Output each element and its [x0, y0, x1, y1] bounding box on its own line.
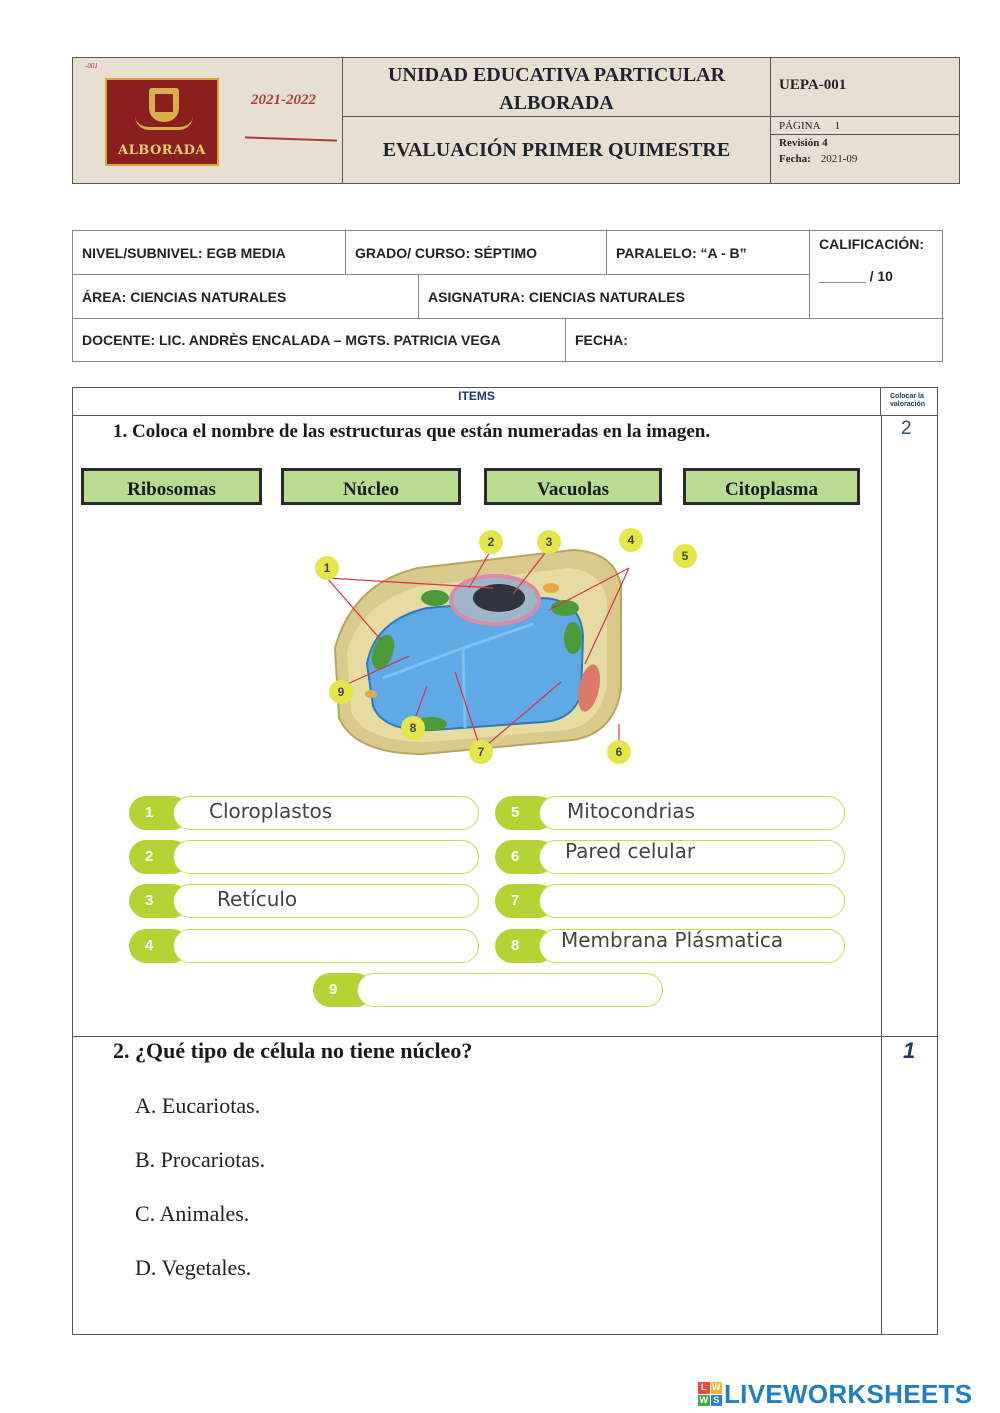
- page-label: PÁGINA: [779, 120, 821, 132]
- revision: Revisión 4: [779, 137, 828, 149]
- diagram-label-2: 2: [487, 535, 495, 549]
- logo-mini-code: -001: [85, 62, 98, 70]
- question-1-score: 2: [901, 418, 912, 439]
- answer-2-number: 2: [129, 840, 189, 874]
- diagram-label-9: 9: [337, 685, 345, 699]
- answer-2[interactable]: [129, 840, 479, 874]
- row-divider: [73, 1036, 937, 1037]
- answer-4-field[interactable]: [173, 929, 479, 963]
- school-logo: [105, 78, 219, 166]
- answer-9-field[interactable]: [357, 973, 663, 1007]
- answer-7[interactable]: [495, 884, 845, 918]
- option-d[interactable]: D. Vegetales.: [135, 1255, 252, 1280]
- nivel-cell: NIVEL/SUBNIVEL: EGB MEDIA: [73, 231, 346, 275]
- page-indicator: [771, 117, 959, 135]
- answer-1-text: Cloroplastos: [209, 799, 333, 823]
- laurel-icon: [135, 116, 193, 130]
- answer-4[interactable]: [129, 929, 479, 963]
- plant-cell-diagram: [243, 528, 689, 768]
- answer-1-number: 1: [129, 796, 189, 830]
- answer-2-field[interactable]: [173, 840, 479, 874]
- calificacion-score: ______ / 10: [819, 268, 893, 284]
- diagram-label-1: 1: [323, 561, 331, 575]
- items-header: ITEMS: [73, 388, 881, 416]
- option-b[interactable]: B. Procariotas.: [135, 1147, 266, 1172]
- valuation-header-line1: Colocar la: [890, 393, 924, 400]
- answer-5-text: Mitocondrias: [567, 799, 695, 823]
- school-name-line1: UNIDAD EDUCATIVA PARTICULAR: [387, 64, 726, 86]
- answer-8-text: Membrana Plásmatica: [561, 928, 784, 952]
- answer-6-text: Pared celular: [565, 839, 696, 863]
- document-code: UEPA-001: [771, 58, 959, 117]
- word-vacuolas[interactable]: Vacuolas: [484, 468, 662, 505]
- column-divider: [881, 416, 882, 1334]
- area-cell: ÁREA: CIENCIAS NATURALES: [73, 275, 419, 319]
- decorative-line: [245, 136, 337, 141]
- school-name: [343, 58, 770, 117]
- date-label: Fecha:: [779, 153, 811, 165]
- header-titles: [343, 58, 771, 183]
- school-header: [72, 57, 960, 184]
- answer-8[interactable]: [495, 929, 845, 963]
- logo-letter-s: S: [711, 1395, 723, 1407]
- answer-7-field[interactable]: [539, 884, 845, 918]
- question-2-score: 1: [903, 1038, 916, 1063]
- answer-4-number: 4: [129, 929, 189, 963]
- evaluation-title: EVALUACIÓN PRIMER QUIMESTRE: [382, 139, 731, 161]
- answer-5-number: 5: [495, 796, 555, 830]
- diagram-label-6: 6: [615, 745, 623, 759]
- answer-3[interactable]: [129, 884, 479, 918]
- question-2-text: 2. ¿Qué tipo de célula no tiene núcleo?: [113, 1038, 473, 1063]
- document-date: [779, 151, 857, 167]
- answer-9-number: 9: [313, 973, 373, 1007]
- paralelo-cell: PARALELO: “A - B”: [607, 231, 810, 275]
- date-value: 2021-09: [820, 153, 858, 165]
- logo-letter-w1: W: [712, 1382, 721, 1392]
- answer-5[interactable]: [495, 796, 845, 830]
- logo-letter-w2: W: [699, 1394, 708, 1405]
- calificacion-cell[interactable]: [810, 231, 944, 319]
- calificacion-label: CALIFICACIÓN:: [819, 236, 924, 252]
- answer-6-number: 6: [495, 840, 555, 874]
- answer-7-number: 7: [495, 884, 555, 918]
- diagram-label-3: 3: [545, 535, 553, 549]
- answer-9[interactable]: [313, 973, 663, 1007]
- logo-letter-l: L: [698, 1382, 710, 1394]
- question-1-text: 1. Coloca el nombre de las estructuras que están numeradas en la imagen.: [113, 421, 711, 442]
- diagram-label-7: 7: [477, 745, 485, 759]
- student-info-table: [72, 230, 943, 362]
- diagram-label-5: 5: [681, 549, 689, 563]
- answer-1[interactable]: [129, 796, 479, 830]
- valuation-header: [881, 388, 937, 416]
- school-year: 2021-2022: [251, 92, 316, 108]
- liveworksheets-logo-icon: [698, 1382, 722, 1406]
- docente-cell: DOCENTE: LIC. ANDRÈS ENCALADA – MGTS. PATRICIA VEGA: [73, 319, 566, 361]
- diagram-label-4: 4: [627, 533, 635, 547]
- school-name-line2: ALBORADA: [499, 92, 614, 114]
- brand-name: LIVEWORKSHEETS: [724, 1378, 973, 1409]
- word-nucleo[interactable]: Núcleo: [281, 468, 461, 505]
- asignatura-cell: ASIGNATURA: CIENCIAS NATURALES: [419, 275, 810, 319]
- option-c[interactable]: C. Animales.: [135, 1201, 250, 1226]
- items-table: [72, 387, 938, 1335]
- valuation-header-line2: valoración: [890, 401, 926, 408]
- page-number: 1: [834, 120, 841, 132]
- logo-name: ALBORADA: [117, 143, 207, 158]
- fecha-cell[interactable]: FECHA:: [575, 332, 628, 348]
- answer-8-number: 8: [495, 929, 555, 963]
- answer-6[interactable]: [495, 840, 845, 874]
- word-citoplasma[interactable]: Citoplasma: [683, 468, 860, 505]
- word-ribosomas[interactable]: Ribosomas: [81, 468, 262, 505]
- diagram-label-8: 8: [409, 721, 417, 735]
- liveworksheets-brand: [698, 1378, 972, 1410]
- grado-cell: GRADO/ CURSO: SÉPTIMO: [346, 231, 607, 275]
- answer-3-text: Retículo: [217, 887, 298, 911]
- document-meta: [771, 58, 959, 183]
- answer-3-number: 3: [129, 884, 189, 918]
- logo-area: [73, 58, 343, 183]
- option-a[interactable]: A. Eucariotas.: [135, 1093, 261, 1118]
